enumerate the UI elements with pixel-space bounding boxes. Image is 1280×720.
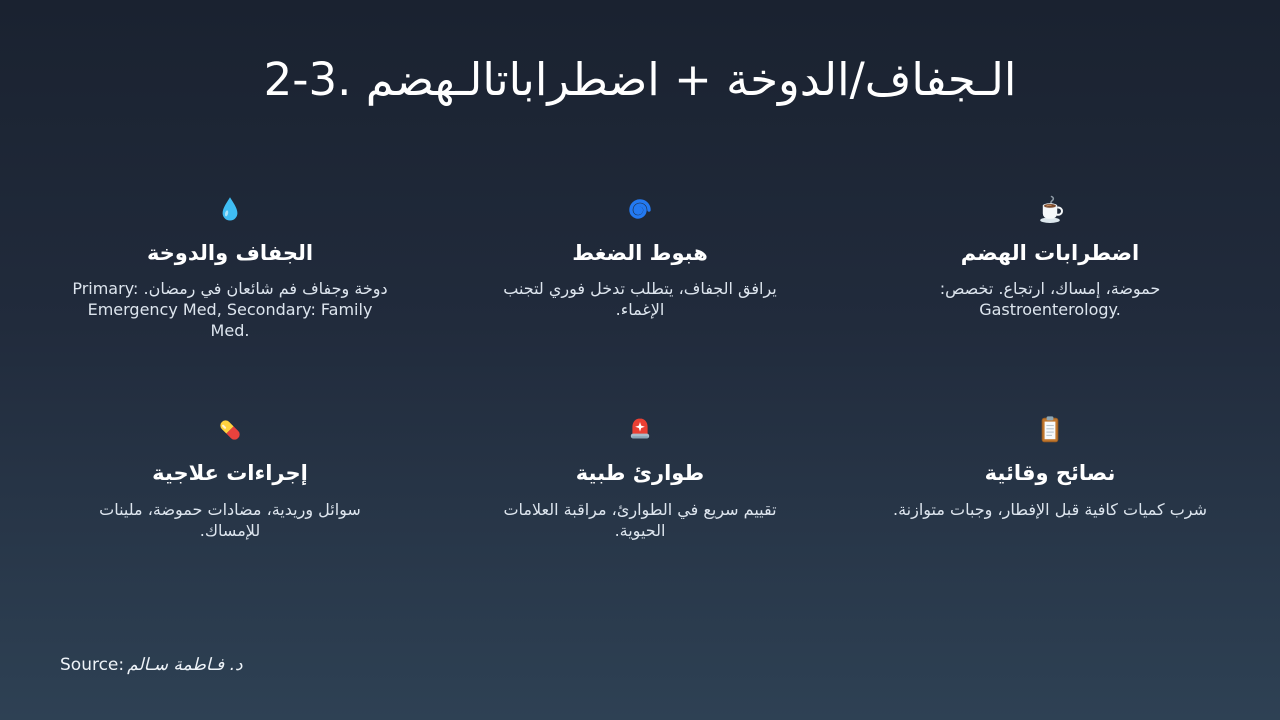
coffee-icon: [1034, 194, 1066, 226]
card-description: [479, 278, 801, 320]
card-description-arabic: حموضة، إمساك، ارتجاع. تخصص:: [939, 279, 1161, 299]
droplet-icon: [214, 194, 246, 226]
card-description: [479, 499, 801, 541]
source-author: د. فـاطمة سـالم: [127, 655, 243, 675]
card-title: الجفاف والدوخة: [146, 241, 314, 265]
card-prevention: [889, 414, 1211, 519]
card-description-arabic: شرب كميات كافية قبل الإفطار، وجبات متوازنة.: [892, 499, 1208, 519]
card-description-arabic: تقييم سريع في الطوارئ، مراقبة العلامات الحيوية.: [503, 499, 777, 540]
card-emergency: [479, 414, 801, 540]
card-digestive-disorders: [889, 194, 1211, 320]
source-label: Source:: [60, 655, 125, 675]
card-description-arabic: يرافق الجفاف، يتطلب تدخل فوري لتجنب الإغماء.: [503, 279, 777, 320]
card-title: اضطرابات الهضم: [960, 241, 1140, 265]
card-title: إجراءات علاجية: [152, 461, 308, 486]
siren-icon: [624, 414, 656, 446]
card-title: هبوط الضغط: [572, 241, 708, 265]
card-description-english: Primary: Emergency Med, Secondary: Family Med.: [72, 279, 373, 341]
pill-icon: [214, 414, 246, 446]
card-description: [69, 499, 391, 541]
clipboard-icon: [1034, 414, 1066, 446]
card-pressure-drop: [479, 194, 801, 320]
source-line: [60, 655, 243, 675]
card-title: طوارئ طبية: [575, 461, 705, 486]
card-description: [889, 278, 1211, 320]
card-title: نصائح وقائية: [984, 461, 1116, 486]
card-description: [893, 499, 1207, 520]
card-grid: [69, 194, 1211, 541]
card-description-arabic: دوخة وجفاف فم شائعان في رمضان.: [143, 279, 388, 299]
card-treatment: [69, 414, 391, 540]
card-description-arabic: سوائل وريدية، مضادات حموضة، ملينات للإمساك.: [99, 499, 361, 540]
cyclone-icon: [624, 194, 656, 226]
card-description-english: Gastroenterology.: [979, 300, 1121, 320]
slide-title: 2-3. الـجفاف/الدوخة + اضطراباتالـهضم: [263, 53, 1017, 106]
card-dehydration: [69, 194, 391, 341]
card-description: [69, 278, 391, 341]
